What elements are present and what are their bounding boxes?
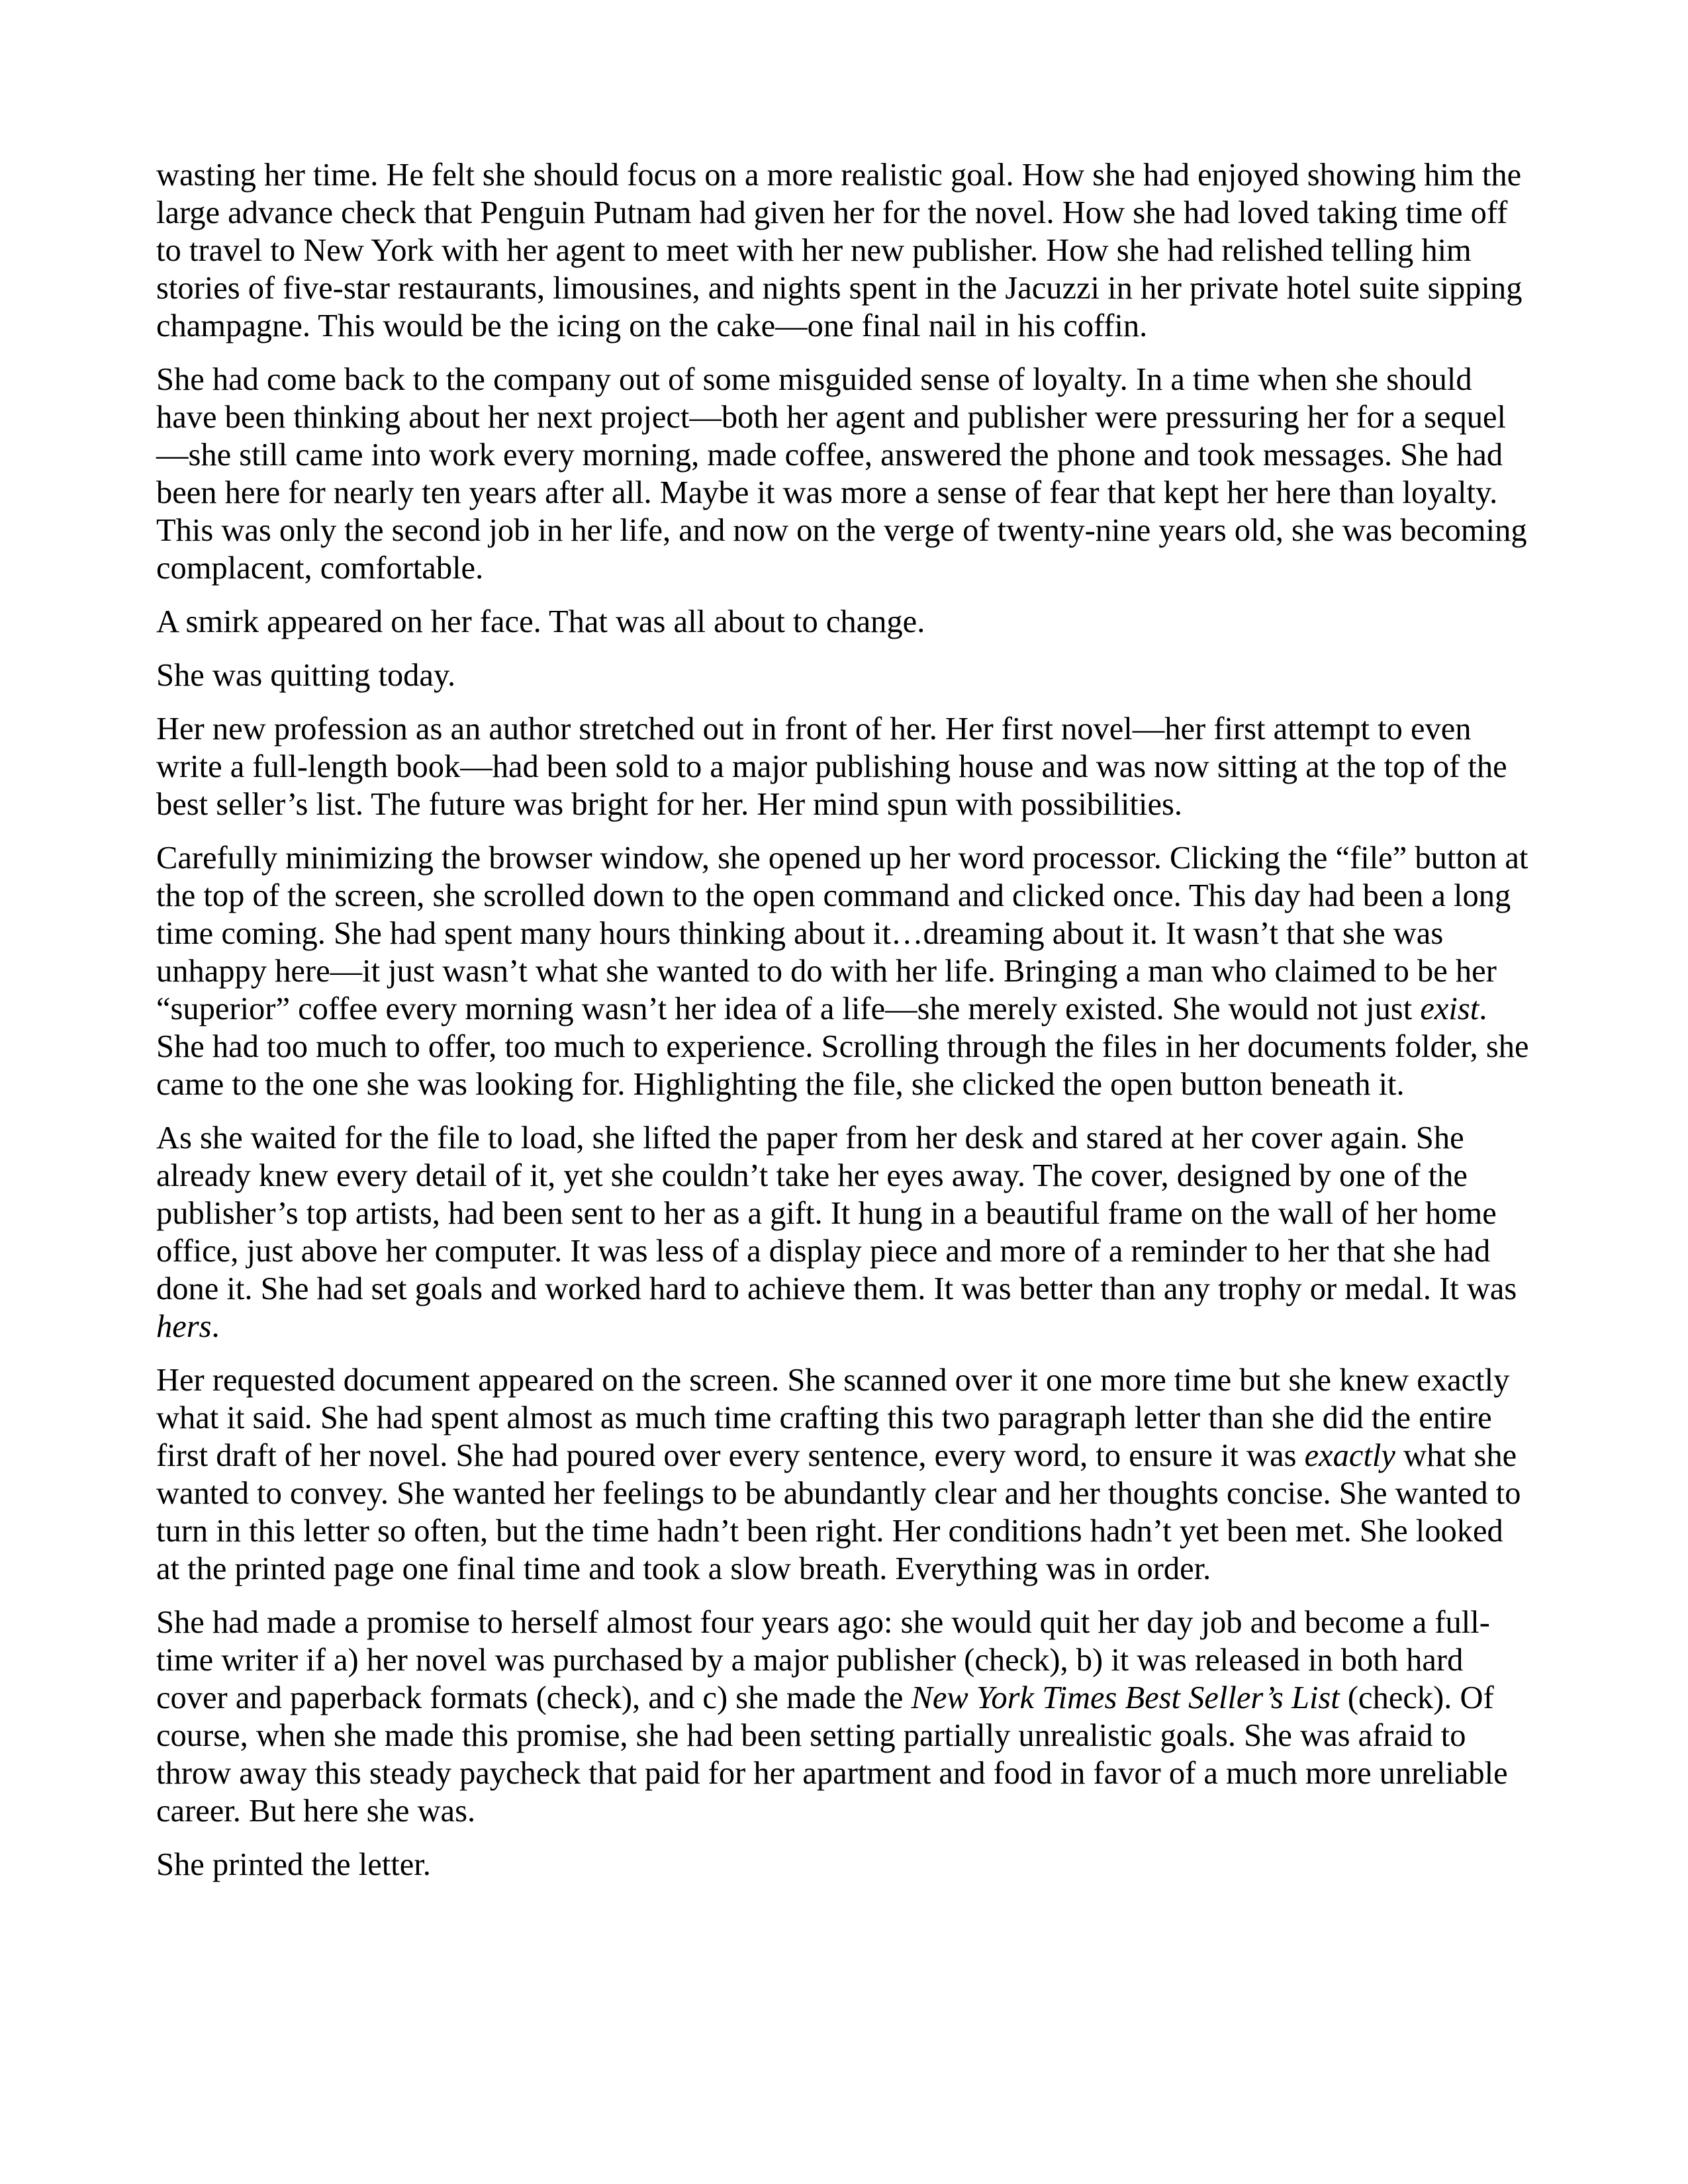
paragraph-text: A smirk appeared on her face. That was all about to change. — [156, 604, 925, 639]
paragraph-text: wasting her time. He felt she should focus on a more realistic goal. How she had enjoyed showing him the large advance check that Penguin Putnam had given her for the novel. How she had loved taking time off to travel to New York with her agent to meet with her new publisher. How she had relished telling him stories of five-star restaurants, limousines, and nights spent in the Jacuzzi in her private hotel suite sipping champagne. This would be the icing on the cake—one final nail in his coffin. — [156, 158, 1523, 343]
emphasis-text: hers — [156, 1309, 212, 1344]
paragraph — [156, 839, 1533, 1103]
paragraph-text: . She had too much to offer, too much to experience. Scrolling through the files in her documents folder, she came to the one she was looking for. Highlighting the file, she clicked the open button beneath it. — [156, 991, 1529, 1102]
paragraph-text: Her requested document appeared on the screen. She scanned over it one more time but she knew exactly what it said. She had spent almost as much time crafting this two paragraph letter than she did the entire first draft of her novel. She had poured over every sentence, every word, to ensure it was — [156, 1363, 1510, 1473]
paragraph-text: Her new profession as an author stretched out in front of her. Her first novel—her first attempt to even write a full-length book—had been sold to a major publishing house and was now sitting at the top of the best seller’s list. The future was bright for her. Her mind spun with possibilities. — [156, 711, 1507, 822]
paragraph — [156, 1846, 1533, 1884]
paragraph — [156, 1119, 1533, 1345]
paragraph-text: Carefully minimizing the browser window, she opened up her word processor. Clicking the “file” button at the top of the screen, she scrolled down to the open command and clicked once. This day had been a long time coming. She had spent many hours thinking about it…dreaming about it. It wasn’t that she was unhappy here—it just wasn’t what she wanted to do with her life. Bringing a man who claimed to be her “superior” coffee every morning wasn’t her idea of a life—she merely existed. She would not just — [156, 841, 1528, 1026]
paragraph-text: (check). Of course, when she made this promise, she had been setting partially unrealistic goals. She was afraid to throw away this steady paycheck that paid for her apartment and food in favor of a much more unreliable career. But here she was. — [156, 1680, 1508, 1829]
paragraph-text: She was quitting today. — [156, 658, 456, 693]
paragraph — [156, 1361, 1533, 1588]
paragraph — [156, 603, 1533, 641]
document-page — [156, 156, 1533, 1899]
paragraph-text: She had come back to the company out of some misguided sense of loyalty. In a time when she should have been thinking about her next project—both her agent and publisher were pressuring her for a sequel—she still came into work every morning, made coffee, answered the phone and took messages. She had been here for nearly ten years after all. Maybe it was more a sense of fear that kept her here than loyalty. This was only the second job in her life, and now on the verge of twenty-nine years old, she was becoming complacent, comfortable. — [156, 362, 1527, 586]
emphasis-text: exactly — [1304, 1438, 1395, 1473]
paragraph-text: She printed the letter. — [156, 1847, 431, 1882]
paragraph-text: . — [211, 1309, 220, 1344]
book-title-emphasis: New York Times Best Seller’s List — [911, 1680, 1340, 1715]
paragraph — [156, 361, 1533, 587]
paragraph-text: She had made a promise to herself almost four years ago: she would quit her day job and become a full-time writer if a) her novel was purchased by a major publisher (check), b) it was released in both hard cover and paperback formats (check), and c) she made the — [156, 1605, 1490, 1715]
paragraph — [156, 156, 1533, 345]
paragraph — [156, 657, 1533, 694]
paragraph-text: what she wanted to convey. She wanted her feelings to be abundantly clear and her thoughts concise. She wanted to turn in this letter so often, but the time hadn’t been right. Her conditions hadn’t yet been met. She looked at the printed page one final time and took a slow breath. Everything was in order. — [156, 1438, 1521, 1586]
paragraph — [156, 710, 1533, 823]
paragraph — [156, 1604, 1533, 1830]
paragraph-text: As she waited for the file to load, she lifted the paper from her desk and stared at her cover again. She already knew every detail of it, yet she couldn’t take her eyes away. The cover, designed by one of the publisher’s top artists, had been sent to her as a gift. It hung in a beautiful frame on the wall of her home office, just above her computer. It was less of a display piece and more of a reminder to her that she had done it. She had set goals and worked hard to achieve them. It was better than any trophy or medal. It was — [156, 1120, 1517, 1306]
emphasis-text: exist — [1420, 991, 1479, 1026]
